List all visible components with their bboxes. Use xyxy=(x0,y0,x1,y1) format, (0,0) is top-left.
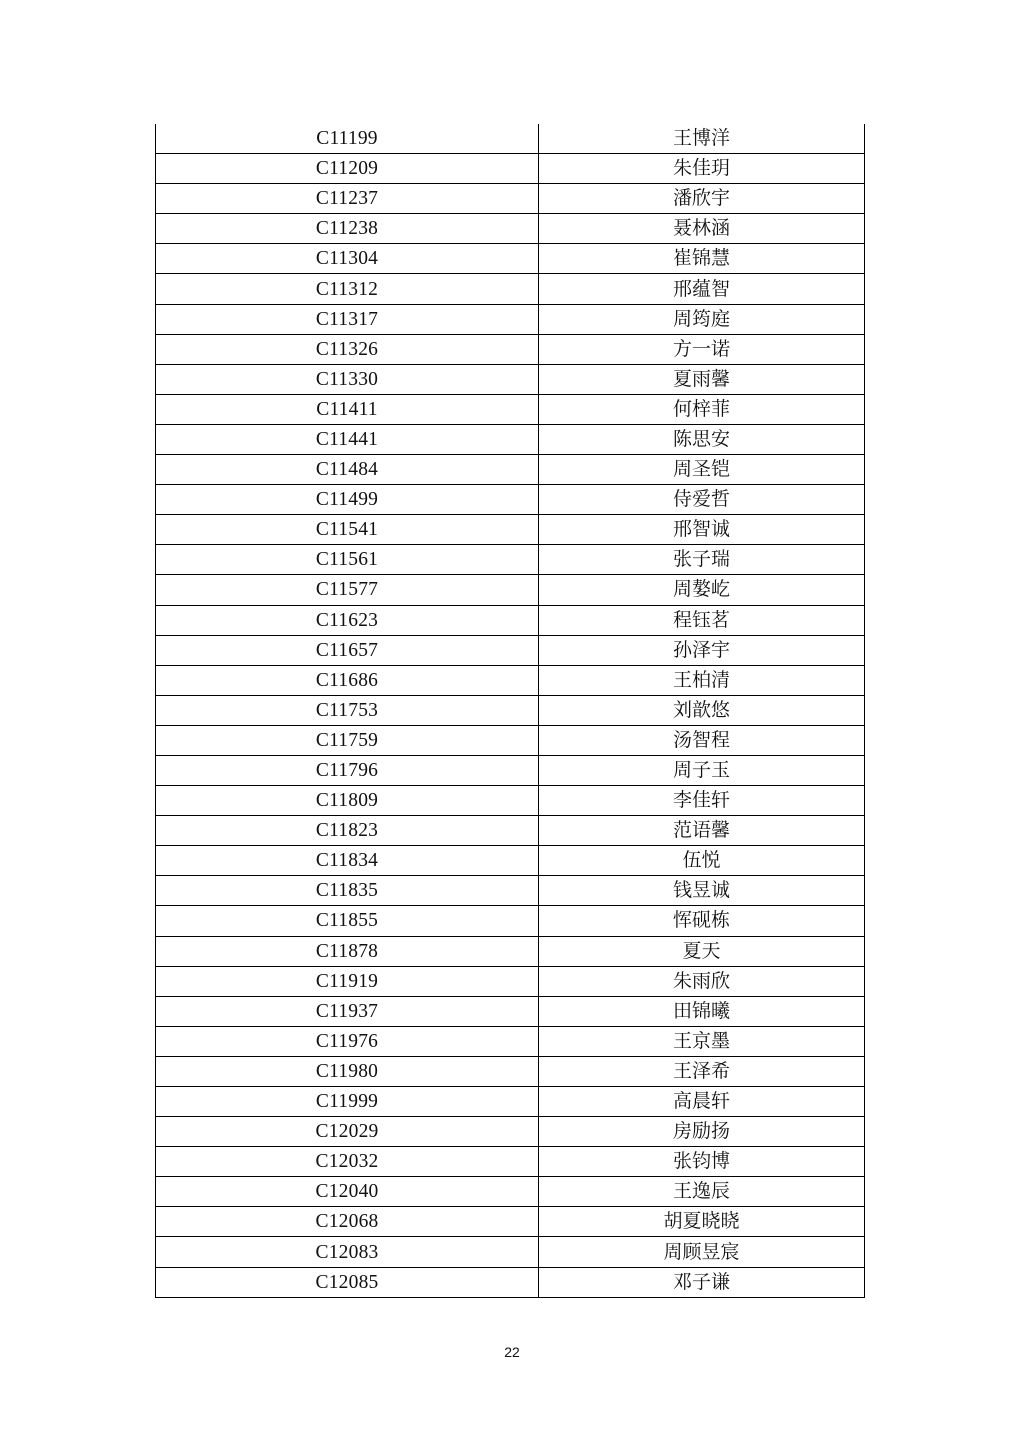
table-row xyxy=(156,846,865,876)
candidate-name-cell: 夏天 xyxy=(539,936,865,966)
candidate-name-cell: 聂林涵 xyxy=(539,214,865,244)
candidate-name-cell: 恽砚栋 xyxy=(539,906,865,936)
table-row xyxy=(156,304,865,334)
table-row xyxy=(156,214,865,244)
candidate-name-cell: 王逸辰 xyxy=(539,1177,865,1207)
table-row xyxy=(156,364,865,394)
table-row xyxy=(156,876,865,906)
candidate-name-cell: 范语馨 xyxy=(539,816,865,846)
candidate-name-cell: 伍悦 xyxy=(539,846,865,876)
candidate-code-cell: C11657 xyxy=(156,635,539,665)
candidate-name-cell: 侍爱哲 xyxy=(539,485,865,515)
candidate-name-cell: 王京墨 xyxy=(539,1026,865,1056)
candidate-name-cell: 孙泽宇 xyxy=(539,635,865,665)
table-row xyxy=(156,515,865,545)
table-row xyxy=(156,1267,865,1297)
candidate-code-cell: C11330 xyxy=(156,364,539,394)
table-row xyxy=(156,455,865,485)
candidate-code-cell: C11796 xyxy=(156,755,539,785)
candidate-code-cell: C11312 xyxy=(156,274,539,304)
table-row xyxy=(156,725,865,755)
candidate-name-cell: 田锦曦 xyxy=(539,996,865,1026)
candidate-name-cell: 房励扬 xyxy=(539,1117,865,1147)
candidate-name-cell: 胡夏晓晓 xyxy=(539,1207,865,1237)
candidate-code-cell: C11411 xyxy=(156,394,539,424)
candidate-code-cell: C11326 xyxy=(156,334,539,364)
candidate-code-cell: C11835 xyxy=(156,876,539,906)
table-row xyxy=(156,755,865,785)
table-row xyxy=(156,545,865,575)
candidate-code-cell: C11304 xyxy=(156,244,539,274)
table-row xyxy=(156,906,865,936)
candidate-name-cell: 崔锦慧 xyxy=(539,244,865,274)
candidate-code-cell: C11199 xyxy=(156,124,539,154)
table-row xyxy=(156,936,865,966)
candidate-name-cell: 陈思安 xyxy=(539,424,865,454)
table-row xyxy=(156,575,865,605)
roster-table xyxy=(155,124,865,1298)
table-row xyxy=(156,635,865,665)
table-row xyxy=(156,485,865,515)
table-row xyxy=(156,1087,865,1117)
candidate-code-cell: C11561 xyxy=(156,545,539,575)
candidate-name-cell: 周顾昱宸 xyxy=(539,1237,865,1267)
table-row xyxy=(156,424,865,454)
roster-table-container xyxy=(155,124,863,1298)
table-row xyxy=(156,665,865,695)
candidate-code-cell: C11317 xyxy=(156,304,539,334)
candidate-name-cell: 王柏清 xyxy=(539,665,865,695)
candidate-name-cell: 高晨轩 xyxy=(539,1087,865,1117)
candidate-code-cell: C11999 xyxy=(156,1087,539,1117)
candidate-name-cell: 朱佳玥 xyxy=(539,154,865,184)
candidate-name-cell: 朱雨欣 xyxy=(539,966,865,996)
candidate-code-cell: C12032 xyxy=(156,1147,539,1177)
table-row xyxy=(156,1207,865,1237)
candidate-code-cell: C11834 xyxy=(156,846,539,876)
candidate-code-cell: C11809 xyxy=(156,786,539,816)
table-row xyxy=(156,1237,865,1267)
table-row xyxy=(156,1056,865,1086)
candidate-name-cell: 周嫯屹 xyxy=(539,575,865,605)
candidate-name-cell: 方一诺 xyxy=(539,334,865,364)
table-row xyxy=(156,244,865,274)
candidate-code-cell: C11623 xyxy=(156,605,539,635)
candidate-code-cell: C11976 xyxy=(156,1026,539,1056)
candidate-name-cell: 钱昱诚 xyxy=(539,876,865,906)
candidate-code-cell: C11753 xyxy=(156,695,539,725)
candidate-code-cell: C11855 xyxy=(156,906,539,936)
candidate-name-cell: 邓子谦 xyxy=(539,1267,865,1297)
candidate-code-cell: C12040 xyxy=(156,1177,539,1207)
table-row xyxy=(156,1177,865,1207)
candidate-name-cell: 何梓菲 xyxy=(539,394,865,424)
candidate-name-cell: 汤智程 xyxy=(539,725,865,755)
candidate-name-cell: 周圣铠 xyxy=(539,455,865,485)
table-row xyxy=(156,996,865,1026)
table-row xyxy=(156,1147,865,1177)
page-number: 22 xyxy=(504,1344,520,1360)
candidate-code-cell: C11980 xyxy=(156,1056,539,1086)
table-row xyxy=(156,1026,865,1056)
candidate-name-cell: 刘歆悠 xyxy=(539,695,865,725)
candidate-name-cell: 李佳轩 xyxy=(539,786,865,816)
table-row xyxy=(156,394,865,424)
candidate-code-cell: C11238 xyxy=(156,214,539,244)
candidate-code-cell: C12083 xyxy=(156,1237,539,1267)
candidate-code-cell: C11577 xyxy=(156,575,539,605)
table-row xyxy=(156,966,865,996)
candidate-name-cell: 张子瑞 xyxy=(539,545,865,575)
table-row xyxy=(156,816,865,846)
table-row xyxy=(156,124,865,154)
candidate-code-cell: C11823 xyxy=(156,816,539,846)
candidate-name-cell: 周筠庭 xyxy=(539,304,865,334)
table-row xyxy=(156,786,865,816)
candidate-name-cell: 张钧博 xyxy=(539,1147,865,1177)
candidate-name-cell: 周子玉 xyxy=(539,755,865,785)
candidate-name-cell: 程钰茗 xyxy=(539,605,865,635)
roster-table-body xyxy=(156,124,865,1297)
table-row xyxy=(156,274,865,304)
candidate-name-cell: 夏雨馨 xyxy=(539,364,865,394)
table-row xyxy=(156,334,865,364)
candidate-code-cell: C11484 xyxy=(156,455,539,485)
candidate-code-cell: C11686 xyxy=(156,665,539,695)
table-row xyxy=(156,1117,865,1147)
table-row xyxy=(156,605,865,635)
table-row xyxy=(156,184,865,214)
candidate-code-cell: C11919 xyxy=(156,966,539,996)
candidate-code-cell: C12029 xyxy=(156,1117,539,1147)
candidate-code-cell: C11499 xyxy=(156,485,539,515)
candidate-code-cell: C11441 xyxy=(156,424,539,454)
candidate-name-cell: 王泽希 xyxy=(539,1056,865,1086)
candidate-code-cell: C12085 xyxy=(156,1267,539,1297)
candidate-name-cell: 王博洋 xyxy=(539,124,865,154)
candidate-name-cell: 潘欣宇 xyxy=(539,184,865,214)
table-row xyxy=(156,695,865,725)
table-row xyxy=(156,154,865,184)
candidate-code-cell: C11759 xyxy=(156,725,539,755)
candidate-code-cell: C11937 xyxy=(156,996,539,1026)
candidate-name-cell: 邢智诚 xyxy=(539,515,865,545)
candidate-code-cell: C11878 xyxy=(156,936,539,966)
candidate-code-cell: C11541 xyxy=(156,515,539,545)
candidate-code-cell: C12068 xyxy=(156,1207,539,1237)
candidate-code-cell: C11209 xyxy=(156,154,539,184)
candidate-name-cell: 邢蕴智 xyxy=(539,274,865,304)
candidate-code-cell: C11237 xyxy=(156,184,539,214)
